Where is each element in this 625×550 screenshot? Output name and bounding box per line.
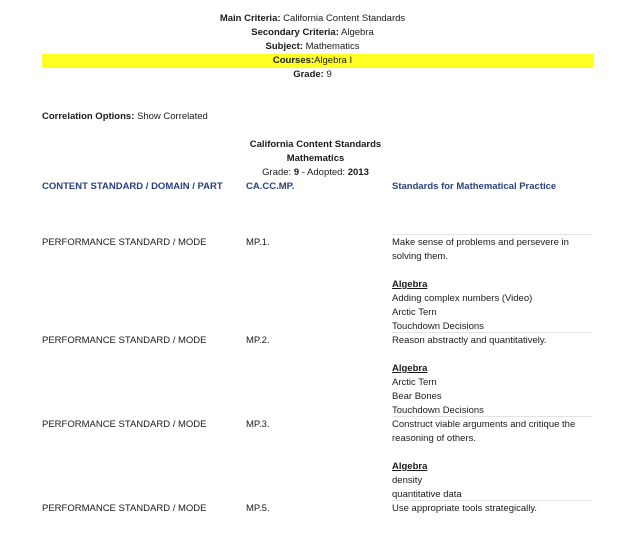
row-type: PERFORMANCE STANDARD / MODE <box>42 237 207 248</box>
row-type: PERFORMANCE STANDARD / MODE <box>42 503 207 514</box>
secondary-criteria-value: Algebra <box>338 27 374 38</box>
main-criteria-label: Main Criteria: <box>219 13 281 24</box>
main-criteria <box>0 12 625 26</box>
resource-link[interactable]: Arctic Tern <box>392 377 437 388</box>
doc-grade-prefix: Grade: <box>262 167 294 178</box>
resource-link[interactable]: density <box>392 475 423 486</box>
courses-criteria <box>0 54 625 68</box>
resource-link[interactable]: quantitative data <box>392 489 462 500</box>
subject-value: Mathematics <box>302 41 360 52</box>
row-type: PERFORMANCE STANDARD / MODE <box>42 335 207 346</box>
row-code: MP.1. <box>246 237 270 248</box>
correlation-label: Correlation Options: <box>42 111 135 122</box>
standard-text: Construct viable arguments and critique the reasoning of others. <box>392 419 576 444</box>
grade-value: 9 <box>323 69 332 80</box>
subject-criteria <box>0 40 625 54</box>
doc-adopted: 2013 <box>347 167 369 178</box>
resource-link[interactable]: Touchdown Decisions <box>392 321 484 332</box>
column-header-practice: Standards for Mathematical Practice <box>392 181 557 192</box>
row-code: MP.3. <box>246 419 270 430</box>
correlation-options <box>42 110 208 124</box>
doc-grade: 9 <box>293 167 300 178</box>
doc-header <box>248 138 383 180</box>
column-header-code: CA.CC.MP. <box>246 181 295 192</box>
resource-group-heading: Algebra <box>392 363 428 374</box>
courses-label: Courses: <box>272 55 315 66</box>
correlation-value: Show Correlated <box>134 111 208 122</box>
column-header-standard: CONTENT STANDARD / DOMAIN / PART <box>42 181 223 192</box>
row-type: PERFORMANCE STANDARD / MODE <box>42 419 207 430</box>
resource-link[interactable]: Adding complex numbers (Video) <box>392 293 533 304</box>
doc-title: California Content Standards <box>249 139 382 150</box>
grade-label: Grade: <box>293 69 324 80</box>
row-description <box>392 236 592 334</box>
doc-adopted-prefix: - Adopted: <box>299 167 348 178</box>
row-divider <box>392 416 592 417</box>
secondary-criteria-label: Secondary Criteria: <box>251 27 339 38</box>
row-description <box>392 334 592 418</box>
resource-link[interactable]: Bear Bones <box>392 391 442 402</box>
standard-text: Reason abstractly and quantitatively. <box>392 335 547 346</box>
row-description <box>392 418 592 502</box>
doc-subject: Mathematics <box>286 153 345 164</box>
row-divider <box>392 332 592 333</box>
subject-label: Subject: <box>265 41 303 52</box>
standard-text: Use appropriate tools strategically. <box>392 503 538 514</box>
doc-grade-line <box>248 166 383 180</box>
standard-text: Make sense of problems and persevere in solving them. <box>392 237 569 262</box>
resource-group-heading: Algebra <box>392 279 428 290</box>
resource-group-heading: Algebra <box>392 461 428 472</box>
resource-link[interactable]: Touchdown Decisions <box>392 405 484 416</box>
row-divider <box>392 234 592 235</box>
row-code: MP.5. <box>246 503 270 514</box>
grade-criteria <box>0 68 625 82</box>
resource-link[interactable]: Arctic Tern <box>392 307 437 318</box>
secondary-criteria <box>0 26 625 40</box>
courses-value: Algebra I <box>314 55 353 66</box>
main-criteria-value: California Content Standards <box>280 13 406 24</box>
row-description <box>392 502 592 516</box>
row-divider <box>392 500 592 501</box>
row-code: MP.2. <box>246 335 270 346</box>
